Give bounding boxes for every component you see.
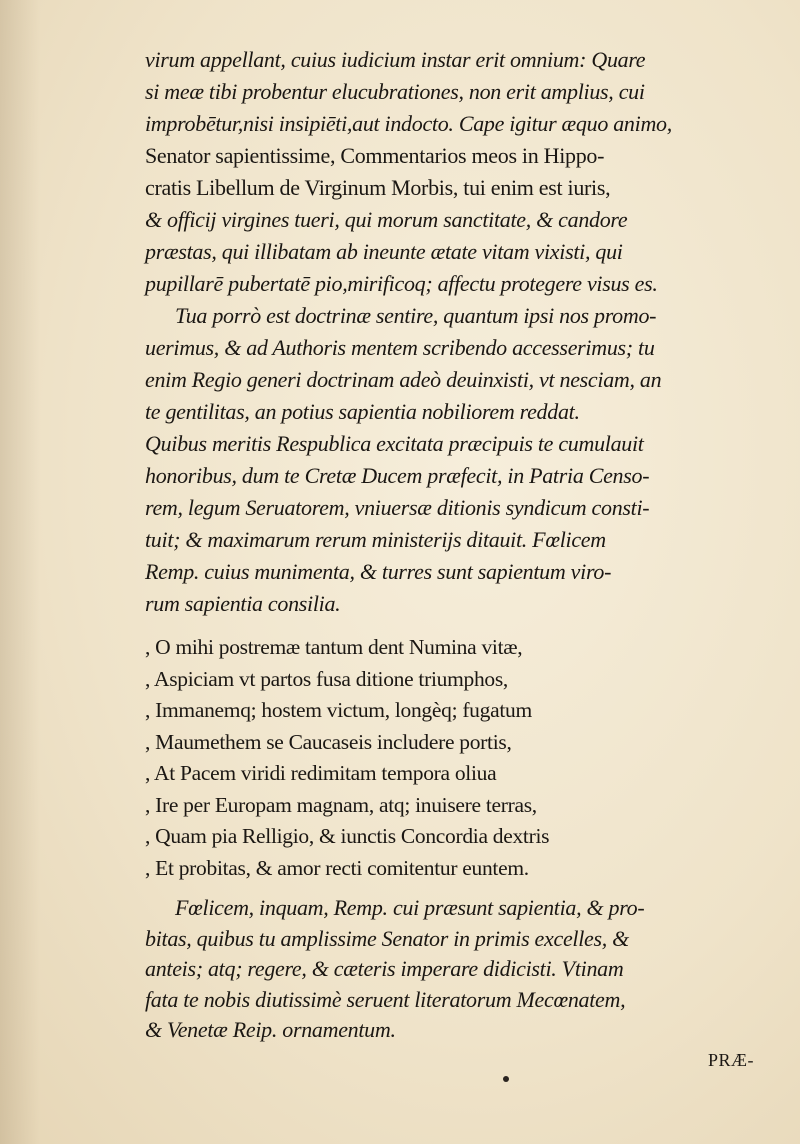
text-line: præstas, qui illibatam ab ineunte ætate vitam vixisti, qui [145,239,623,264]
text-line: Tua porrò est doctrinæ sentire, quantum ipsi nos promo- [175,303,657,328]
text-line: fata te nobis diutissimè seruent literatorum Mecœnatem, [145,986,626,1012]
page-gutter-shadow [0,0,40,1144]
text-line: improbētur,nisi insipiēti,aut indocto. Cape igitur æquo animo, [145,111,672,136]
text-line: cratis Libellum de Virginum Morbis, tui enim est iuris, [145,175,611,200]
text-line: te gentilitas, an potius sapientia nobiliorem reddat. [145,399,580,424]
text-line: si meæ tibi probentur elucubrationes, non erit amplius, cui [145,79,645,104]
text-line: enim Regio generi doctrinam adeò deuinxisti, vt nesciam, an [145,367,662,392]
prose-paragraph-top [145,44,790,620]
text-line: anteis; atq; regere, & cæteris imperare didicisti. Vtinam [145,956,624,981]
text-line: virum appellant, cuius iudicium instar erit omnium: Quare [145,47,646,72]
verse-line: , Immanemq; hostem victum, longèq; fugatum [145,698,532,722]
verse-line: , Ire per Europam magnam, atq; inuisere terras, [145,792,537,817]
prose-paragraph-bottom [145,893,790,1046]
text-line: & Venetæ Reip. ornamentum. [145,1017,396,1042]
text-line: tuit; & maximarum rerum ministerijs ditauit. Fœlicem [145,527,606,552]
verse-line: , Et probitas, & amor recti comitentur euntem. [145,855,529,880]
text-line: Quibus meritis Respublica excitata præcipuis te cumulauit [145,431,644,456]
text-line: Fœlicem, inquam, Remp. cui præsunt sapientia, & pro- [175,895,645,920]
text-line: rem, legum Seruatorem, vniuersæ ditionis syndicum consti- [145,495,650,520]
verse-line: , Quam pia Relligio, & iunctis Concordia dextris [145,824,550,848]
text-line: Remp. cuius munimenta, & turres sunt sapientum viro- [145,559,612,584]
verse-quotation [145,632,790,884]
printers-mark-dot [503,1076,509,1082]
text-line: honoribus, dum te Cretæ Ducem præfecit, in Patria Censo- [145,463,650,488]
catchword: PRÆ- [707,1050,754,1070]
text-line: rum sapientia consilia. [145,591,341,616]
text-line: uerimus, & ad Authoris mentem scribendo accesserimus; tu [145,335,655,360]
text-line: Senator sapientissime, Commentarios meos in Hippo- [145,143,605,168]
verse-line: , At Pacem viridi redimitam tempora oliua [145,761,497,785]
verse-line: , Maumethem se Caucaseis includere portis, [145,729,512,754]
text-line: bitas, quibus tu amplissime Senator in primis excelles, & [145,925,629,951]
verse-line: , O mihi postremæ tantum dent Numina vitæ, [145,635,523,659]
text-line: & officij virgines tueri, qui morum sanctitate, & candore [145,207,628,232]
text-line: pupillarē pubertatē pio,mirificoq; affectu protegere visus es. [145,271,658,296]
verse-line: , Aspiciam vt partos fusa ditione triumphos, [145,666,509,691]
